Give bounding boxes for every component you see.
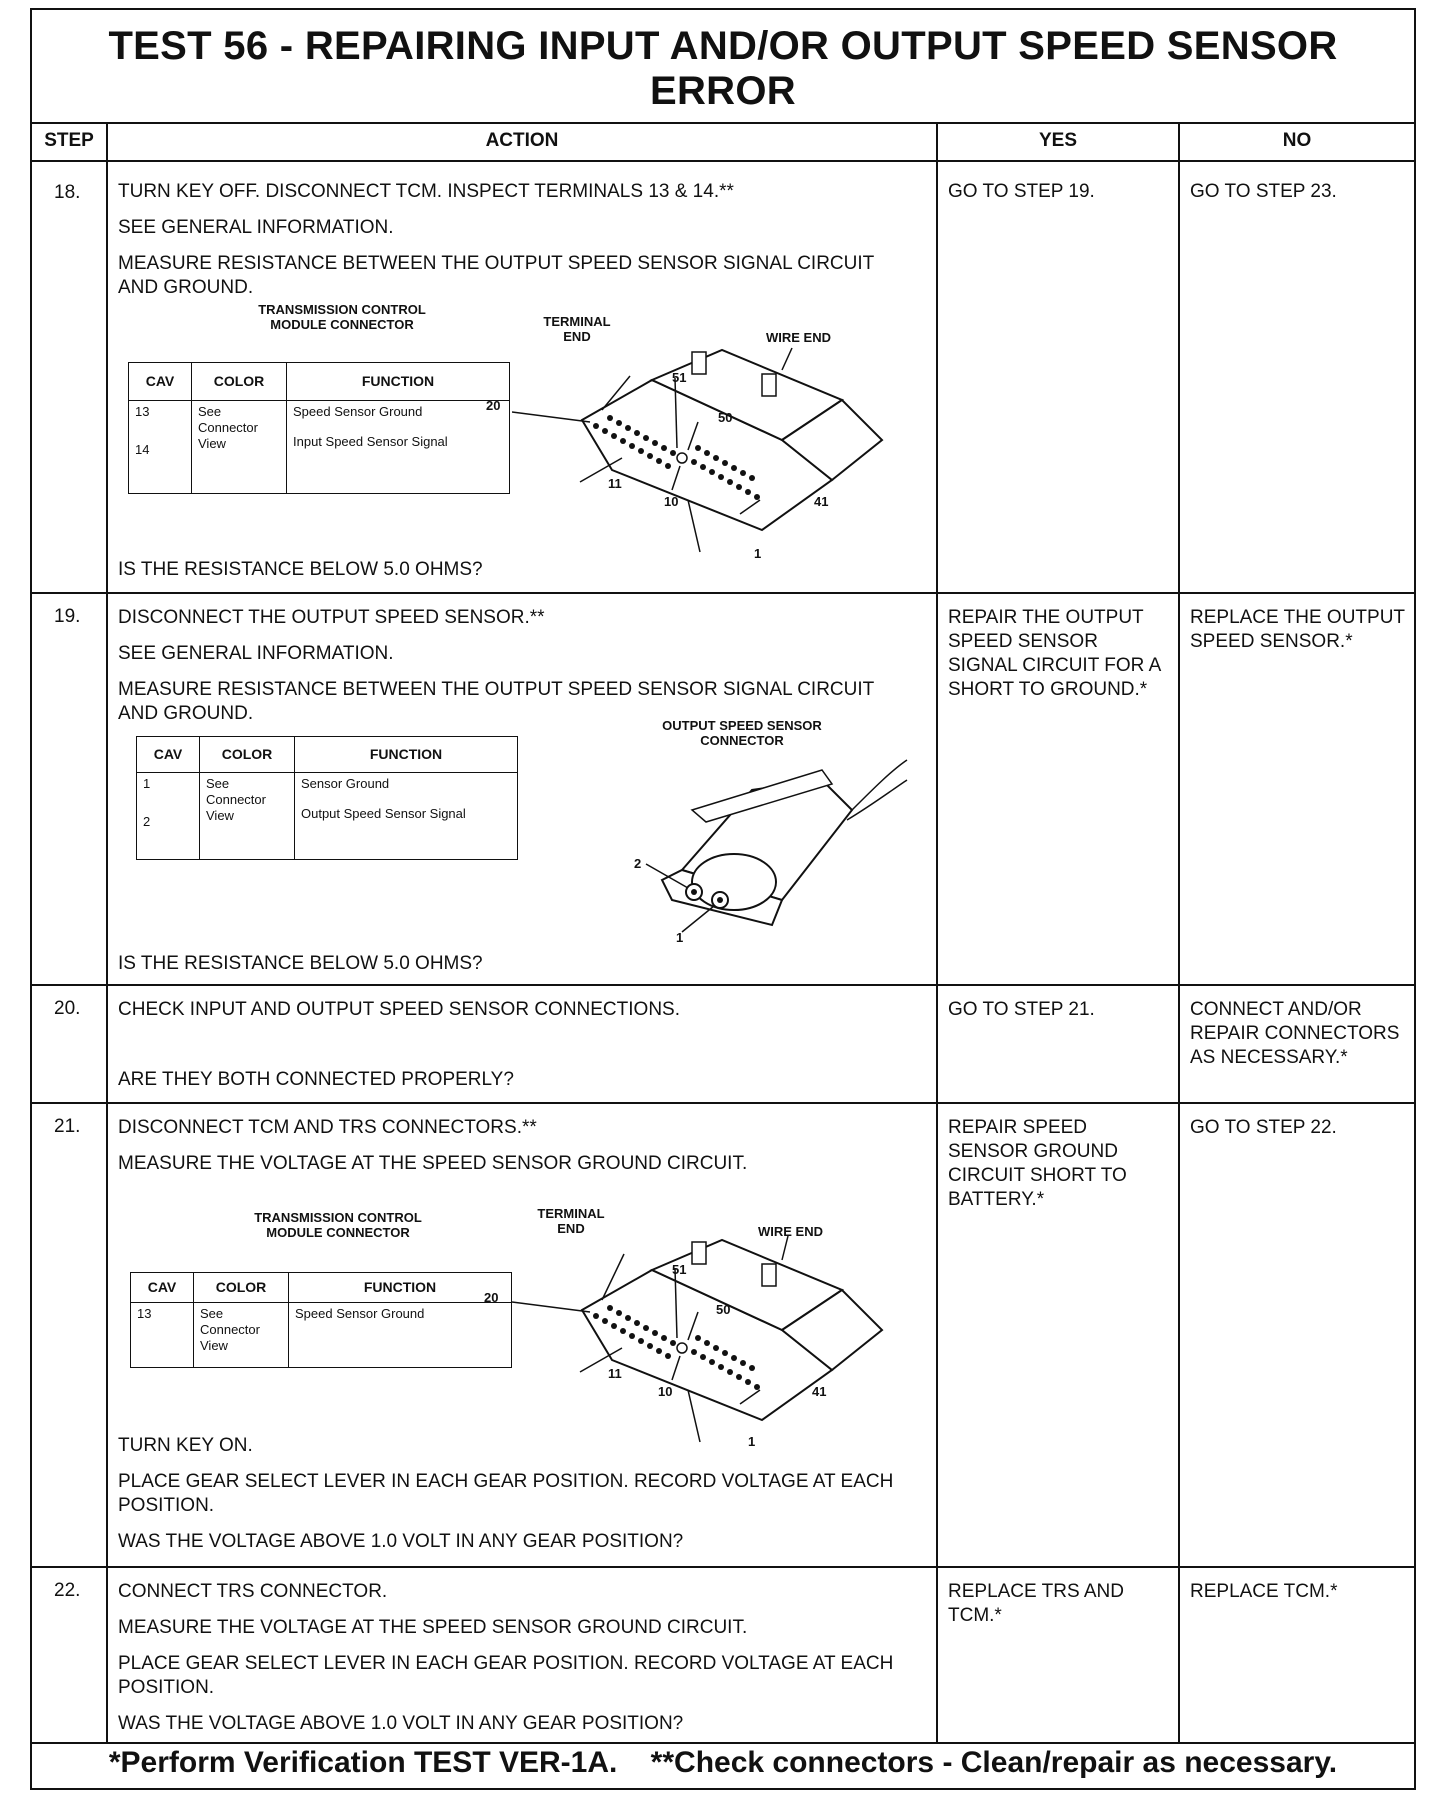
pin-label: 1 xyxy=(748,1434,756,1449)
pin-label: 1 xyxy=(754,546,762,561)
figure-caption: TRANSMISSION CONTROL MODULE CONNECTOR xyxy=(258,302,426,332)
col-header-step: STEP xyxy=(44,130,94,151)
action-line: MEASURE THE VOLTAGE AT THE SPEED SENSOR GROUND CIRCUIT. xyxy=(118,1153,748,1174)
step-question: IS THE RESISTANCE BELOW 5.0 OHMS? xyxy=(118,559,483,580)
step-question: WAS THE VOLTAGE ABOVE 1.0 VOLT IN ANY GEAR POSITION? xyxy=(118,1531,684,1552)
cav-value: 1 xyxy=(143,775,151,791)
yes-action: REPLACE TRS AND TCM.* xyxy=(948,1581,1124,1626)
pin-label: 11 xyxy=(608,1366,622,1381)
no-action: GO TO STEP 23. xyxy=(1190,181,1337,202)
pinout-cell xyxy=(295,772,518,859)
yes-action: GO TO STEP 19. xyxy=(948,181,1095,202)
color-value: See Connector View xyxy=(192,400,287,493)
step-question: IS THE RESISTANCE BELOW 5.0 OHMS? xyxy=(118,953,483,974)
function-value: Speed Sensor Ground xyxy=(293,403,423,419)
yes-action: REPAIR THE OUTPUT SPEED SENSOR SIGNAL CIRCUIT FOR A SHORT TO GROUND.* xyxy=(948,607,1161,700)
pinout-cell xyxy=(287,400,510,493)
action-line: PLACE GEAR SELECT LEVER IN EACH GEAR POSITION. RECORD VOLTAGE AT EACH POSITION. xyxy=(118,1471,894,1516)
row-rule xyxy=(32,984,1414,986)
row-rule xyxy=(32,592,1414,594)
step-number: 19. xyxy=(54,606,81,627)
procedure-sheet xyxy=(30,8,1416,1790)
color-value: See Connector View xyxy=(200,772,295,859)
action-line: DISCONNECT THE OUTPUT SPEED SENSOR.** xyxy=(118,607,545,628)
pin-label: 41 xyxy=(812,1384,827,1399)
pin-label: 41 xyxy=(814,494,829,509)
cav-value: 13 xyxy=(135,403,150,419)
pin-label: 51 xyxy=(672,1262,687,1277)
action-line: DISCONNECT TCM AND TRS CONNECTORS.** xyxy=(118,1117,537,1138)
action-line: PLACE GEAR SELECT LEVER IN EACH GEAR POSITION. RECORD VOLTAGE AT EACH POSITION. xyxy=(118,1653,894,1698)
title-box xyxy=(32,10,1414,124)
pin-label: 10 xyxy=(658,1384,673,1399)
action-line: SEE GENERAL INFORMATION. xyxy=(118,643,394,664)
tcm-connector-diagram xyxy=(512,1220,892,1460)
pin-label: 2 xyxy=(634,856,642,871)
step-action xyxy=(118,1434,918,1566)
step-action xyxy=(118,180,918,312)
color-value: See Connector View xyxy=(194,1302,289,1367)
action-line: TURN KEY OFF. DISCONNECT TCM. INSPECT TERMINALS 13 & 14.** xyxy=(118,181,734,202)
figure-caption: TRANSMISSION CONTROL MODULE CONNECTOR xyxy=(254,1210,422,1240)
footer-note: *Perform Verification TEST VER-1A. **Check connectors - Clean/repair as necessary. xyxy=(108,1746,1338,1779)
step-action xyxy=(118,1580,918,1748)
no-action: REPLACE THE OUTPUT SPEED SENSOR.* xyxy=(1190,607,1405,652)
pinout-header: COLOR xyxy=(192,363,287,400)
step-action xyxy=(118,1116,918,1188)
cav-value: 13 xyxy=(131,1302,194,1367)
col-divider xyxy=(936,122,938,1742)
col-divider xyxy=(1178,122,1180,1742)
pinout-header: COLOR xyxy=(200,737,295,772)
step-action: CHECK INPUT AND OUTPUT SPEED SENSOR CONNECTIONS. xyxy=(118,999,680,1020)
pinout-header: CAV xyxy=(137,737,200,772)
tcm-connector-diagram xyxy=(512,330,892,570)
step-number: 21. xyxy=(54,1116,81,1137)
header-rule xyxy=(32,160,1414,162)
row-rule xyxy=(32,1566,1414,1568)
pinout-table xyxy=(128,362,510,494)
function-value: Speed Sensor Ground xyxy=(295,1305,425,1321)
pin-label: 10 xyxy=(664,494,679,509)
function-value: Input Speed Sensor Signal xyxy=(293,433,448,449)
cav-value: 2 xyxy=(143,813,151,829)
no-action: REPLACE TCM.* xyxy=(1190,1581,1338,1602)
pinout-table xyxy=(130,1272,512,1368)
col-header-action: ACTION xyxy=(485,130,559,151)
pinout-header: FUNCTION xyxy=(289,1273,512,1302)
yes-action: REPAIR SPEED SENSOR GROUND CIRCUIT SHORT TO BATTERY.* xyxy=(948,1117,1127,1210)
col-header-yes: YES xyxy=(1038,130,1078,151)
pin-label: 20 xyxy=(486,398,501,413)
step-question: WAS THE VOLTAGE ABOVE 1.0 VOLT IN ANY GEAR POSITION? xyxy=(118,1713,684,1734)
no-action: GO TO STEP 22. xyxy=(1190,1117,1337,1138)
wire-end-label: WIRE END xyxy=(766,330,831,345)
sensor-connector-diagram xyxy=(622,750,912,950)
pin-label: 20 xyxy=(484,1290,499,1305)
step-number: 20. xyxy=(54,998,81,1019)
figure-caption: OUTPUT SPEED SENSOR CONNECTOR xyxy=(662,718,822,748)
action-line: MEASURE RESISTANCE BETWEEN THE OUTPUT SPEED SENSOR SIGNAL CIRCUIT AND GROUND. xyxy=(118,679,874,724)
step-number: 18. xyxy=(54,182,81,203)
pinout-table xyxy=(136,736,518,860)
pin-label: 50 xyxy=(716,1302,731,1317)
pin-label: 50 xyxy=(718,410,733,425)
row-rule xyxy=(32,1102,1414,1104)
col-header-no: NO xyxy=(1282,130,1312,151)
action-line: CONNECT TRS CONNECTOR. xyxy=(118,1581,388,1602)
pin-label: 1 xyxy=(676,930,684,945)
no-action: CONNECT AND/OR REPAIR CONNECTORS AS NECESSARY.* xyxy=(1190,999,1400,1068)
step-question: ARE THEY BOTH CONNECTED PROPERLY? xyxy=(118,1069,514,1090)
pin-label: 11 xyxy=(608,476,622,491)
action-line: MEASURE RESISTANCE BETWEEN THE OUTPUT SPEED SENSOR SIGNAL CIRCUIT AND GROUND. xyxy=(118,253,874,298)
pinout-header: COLOR xyxy=(194,1273,289,1302)
pinout-header: CAV xyxy=(129,363,192,400)
action-line: SEE GENERAL INFORMATION. xyxy=(118,217,394,238)
pinout-header: CAV xyxy=(131,1273,194,1302)
pinout-cell xyxy=(129,400,192,493)
wire-end-label: WIRE END xyxy=(758,1224,823,1239)
cav-value: 14 xyxy=(135,441,150,457)
terminal-end-label: TERMINAL END xyxy=(537,1206,605,1236)
yes-action: GO TO STEP 21. xyxy=(948,999,1095,1020)
function-value: Output Speed Sensor Signal xyxy=(301,805,466,821)
pinout-cell xyxy=(137,772,200,859)
pin-label: 51 xyxy=(672,370,687,385)
pinout-header: FUNCTION xyxy=(295,737,518,772)
page-title: TEST 56 - REPAIRING INPUT AND/OR OUTPUT SPEED SENSOR ERROR xyxy=(108,24,1338,113)
terminal-end-label: TERMINAL END xyxy=(543,314,611,344)
pinout-header: FUNCTION xyxy=(287,363,510,400)
action-line: MEASURE THE VOLTAGE AT THE SPEED SENSOR GROUND CIRCUIT. xyxy=(118,1617,748,1638)
step-number: 22. xyxy=(54,1580,81,1601)
function-value: Sensor Ground xyxy=(301,775,390,791)
col-divider xyxy=(106,122,108,1742)
action-line: TURN KEY ON. xyxy=(118,1435,253,1456)
